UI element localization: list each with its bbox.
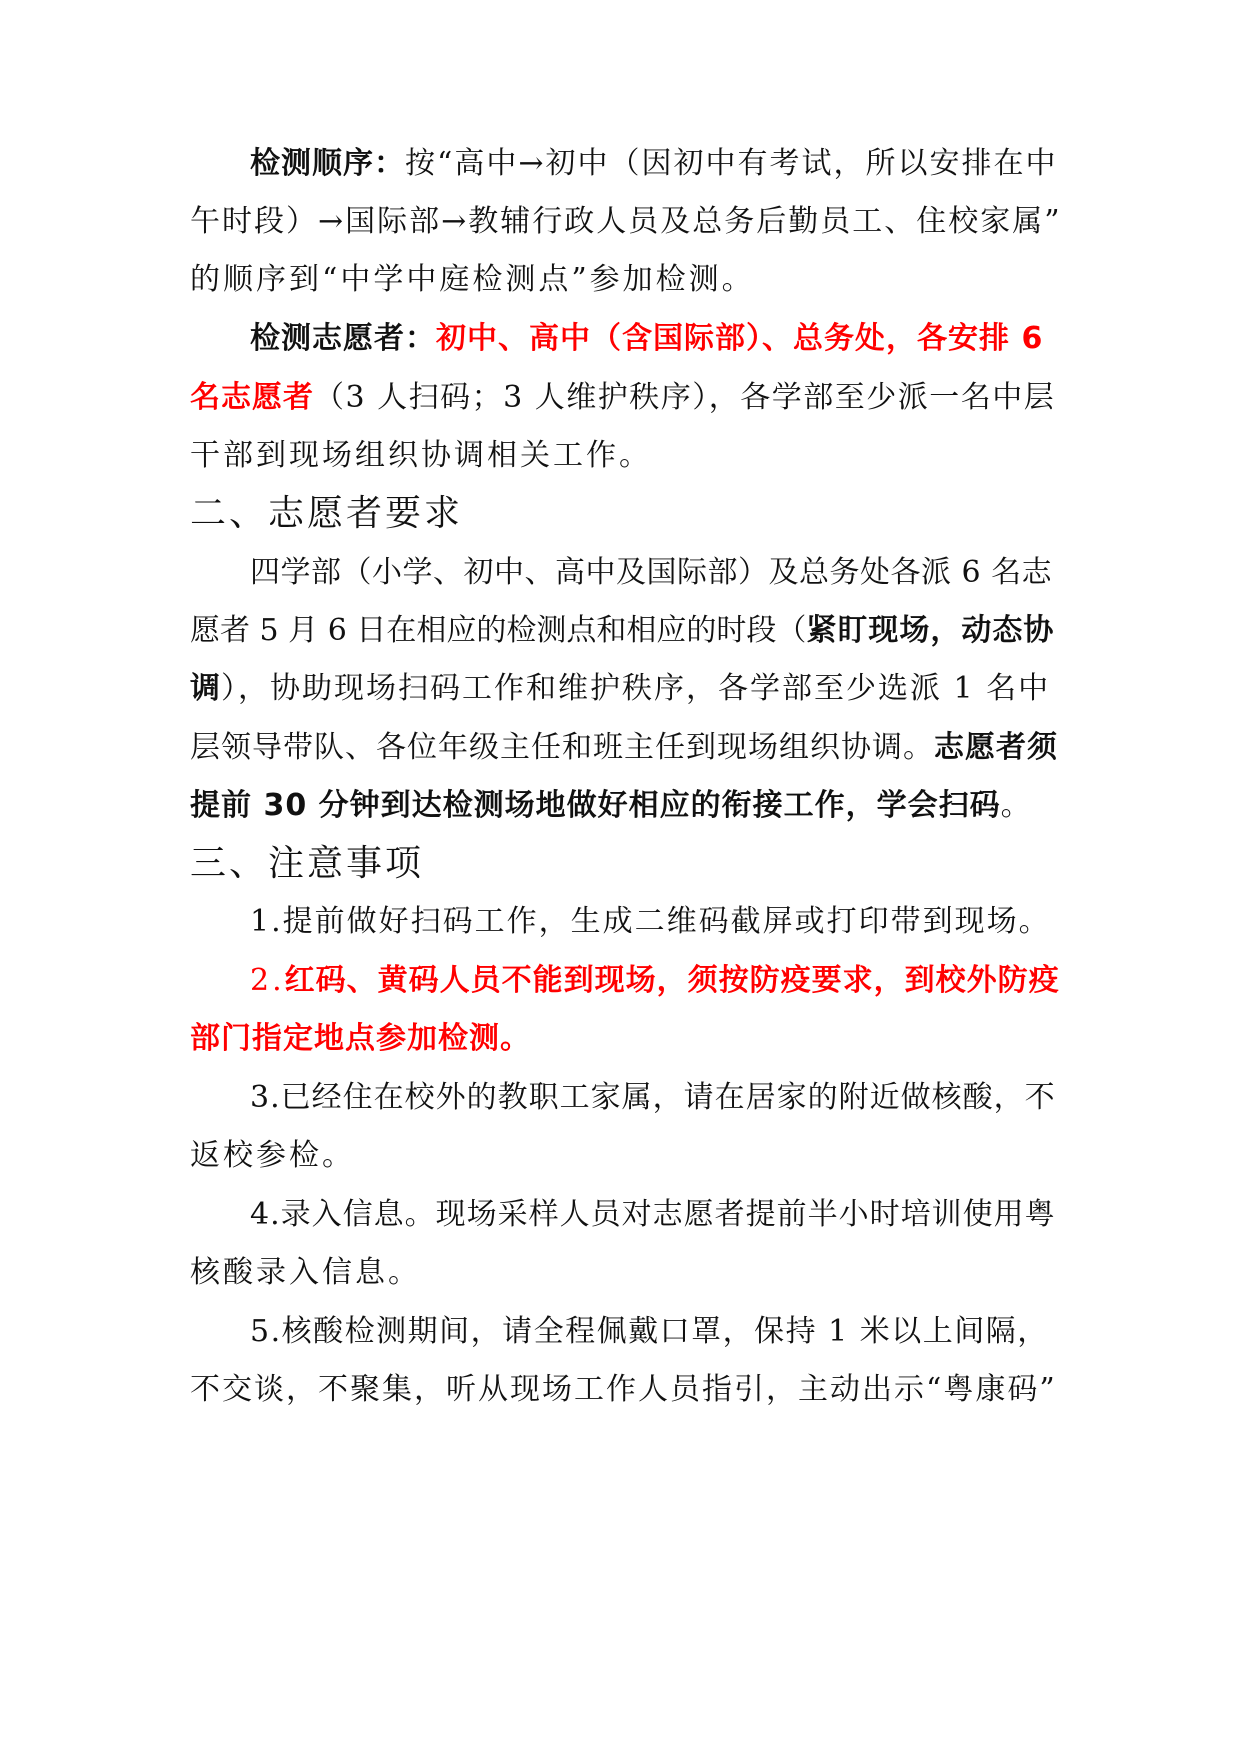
note-item-3-line-1: 3.已经住在校外的教职工家属，请在居家的附近做核酸，不 (250, 1080, 1056, 1115)
volunteer-highlight: 初中、高中（含国际部）、总务处，各安排 6 (436, 321, 1044, 356)
note-item-3-line-2: 返校参检。 (190, 1138, 355, 1173)
volunteer-highlight-cont: 名志愿者 (190, 380, 314, 415)
note-item-2-number: 2. (250, 963, 285, 998)
section-heading-volunteer-requirements: 二、志愿者要求 (190, 493, 464, 534)
requirements-text: 愿者 5 月 6 日在相应的检测点和相应的时段（ (190, 613, 807, 648)
requirements-text-cont: ），协助现场扫码工作和维护秩序，各学部至少选派 1 名中 (221, 671, 1051, 706)
requirements-line-4 (190, 726, 1062, 770)
order-text: 按“高中→初中（因初中有考试，所以安排在中 (405, 146, 1058, 181)
requirements-line-5 (190, 784, 1062, 828)
note-item-4-line-2: 核酸录入信息。 (190, 1255, 421, 1290)
requirements-bold-3: 提前 30 分钟到达检测场地做好相应的衔接工作，学会扫码 (190, 788, 1001, 823)
requirements-text-2: 层领导带队、各位年级主任和班主任到现场组织协调。 (190, 730, 934, 765)
note-item-2-text: 红码、黄码人员不能到现场，须按防疫要求，到校外防疫 (284, 963, 1060, 998)
volunteer-paragraph-line-3: 干部到现场组织协调相关工作。 (190, 438, 652, 473)
volunteer-label: 检测志愿者： (250, 321, 436, 356)
note-item-1: 1.提前做好扫码工作，生成二维码截屏或打印带到现场。 (250, 904, 1051, 939)
requirements-line-1: 四学部（小学、初中、高中及国际部）及总务处各派 6 名志 (250, 555, 1053, 590)
order-paragraph-line-2: 午时段）→国际部→教辅行政人员及总务后勤员工、住校家属” (190, 204, 1062, 239)
requirements-bold-cont: 调 (190, 671, 221, 706)
requirements-line-3 (190, 667, 1062, 711)
section-heading-notes: 三、注意事项 (190, 843, 425, 884)
requirements-bold-2: 志愿者须 (934, 730, 1058, 765)
note-item-2-line-2: 部门指定地点参加检测。 (190, 1021, 531, 1056)
note-item-2-line-1 (250, 959, 1062, 1003)
volunteer-paragraph-line-2 (190, 376, 1062, 420)
order-label: 检测顺序： (250, 146, 405, 181)
volunteer-paragraph-line-1 (250, 317, 1062, 361)
note-item-5-line-1: 5.核酸检测期间，请全程佩戴口罩，保持 1 米以上间隔， (250, 1314, 1049, 1349)
order-paragraph-line-3: 的顺序到“中学中庭检测点”参加检测。 (190, 262, 755, 297)
order-paragraph-line-1 (250, 142, 1062, 186)
requirements-bold: 紧盯现场，动态协 (806, 613, 1055, 648)
note-item-5-line-2: 不交谈，不聚集，听从现场工作人员指引，主动出示“粤康码” (190, 1372, 1057, 1407)
requirements-period: 。 (1000, 788, 1034, 823)
note-item-4-line-1: 4.录入信息。现场采样人员对志愿者提前半小时培训使用粤 (250, 1197, 1056, 1232)
volunteer-text: （3 人扫码；3 人维护秩序），各学部至少派一名中层 (314, 380, 1056, 415)
requirements-line-2 (190, 609, 1062, 653)
